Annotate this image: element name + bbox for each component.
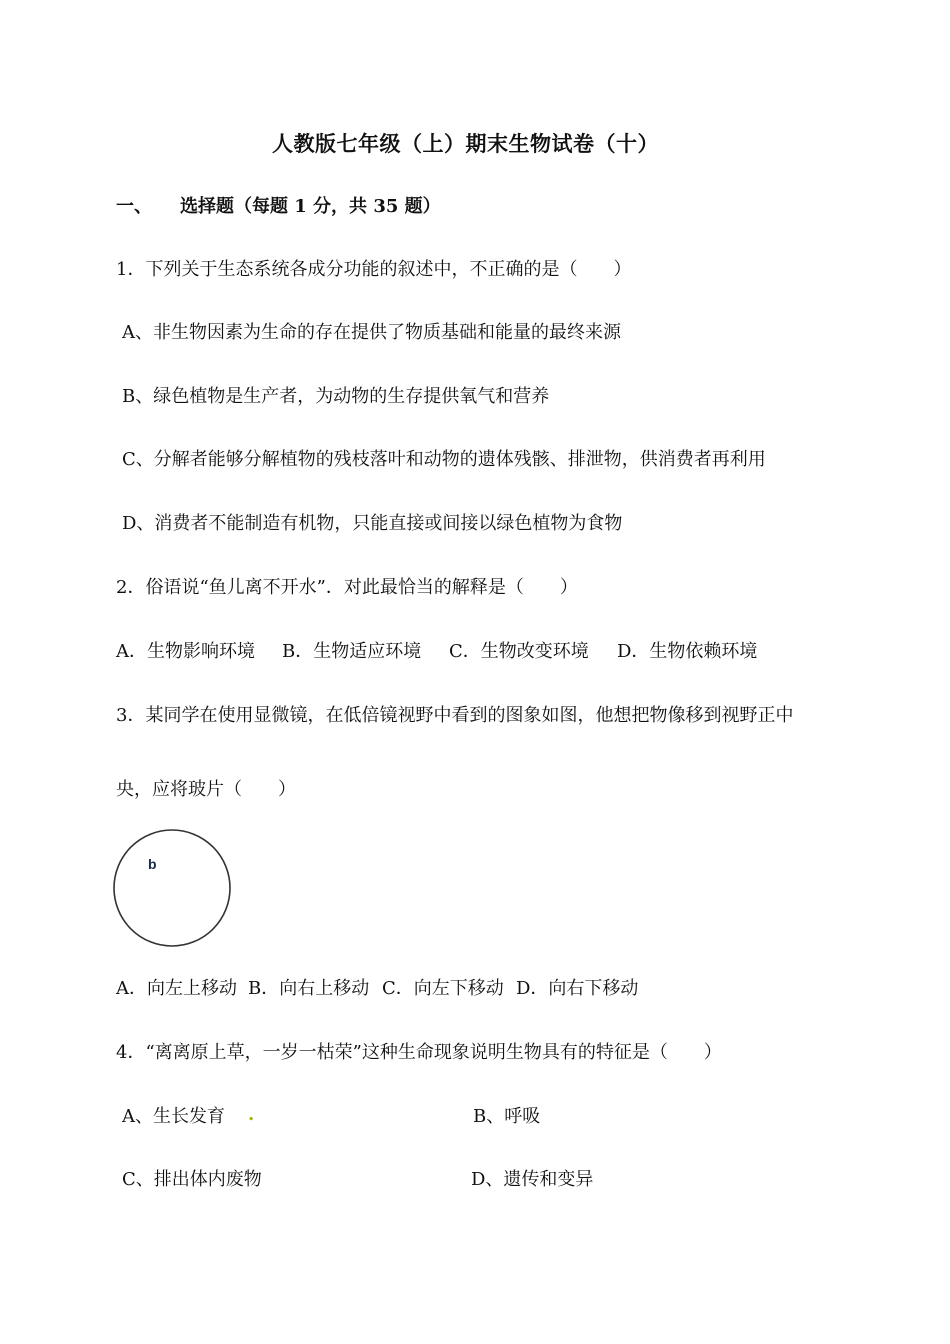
question-4-option-b: B、呼吸: [473, 1106, 541, 1127]
question-3-stem-line1: 3．某同学在使用显微镜，在低倍镜视野中看到的图象如图，他想把物像移到视野正中: [116, 705, 794, 726]
field-of-view-circle: [114, 830, 230, 946]
question-1-option-a: A、非生物因素为生命的存在提供了物质基础和能量的最终来源: [122, 322, 621, 343]
question-1-option-d: D、消费者不能制造有机物，只能直接或间接以绿色植物为食物: [122, 513, 623, 534]
figure-object-label: b: [148, 856, 157, 872]
page-title: 人教版七年级（上）期末生物试卷（十）: [272, 131, 659, 156]
question-1-stem: 1．下列关于生态系统各成分功能的叙述中，不正确的是（ ）: [116, 259, 632, 280]
question-2-option-b: B．生物适应环境: [282, 641, 422, 662]
stray-mark: .: [248, 1104, 255, 1125]
question-2-stem: 2．俗语说“鱼儿离不开水”．对此最恰当的解释是（ ）: [116, 577, 578, 598]
question-2-option-d: D．生物依赖环境: [617, 641, 758, 662]
section-heading: 选择题（每题 1 分，共 35 题）: [180, 196, 441, 217]
question-4-stem: 4．“离离原上草，一岁一枯荣”这种生命现象说明生物具有的特征是（ ）: [116, 1042, 722, 1063]
question-4-option-c: C、排出体内废物: [122, 1169, 262, 1190]
question-3-option-c: C．向左下移动: [382, 978, 504, 999]
question-2-option-c: C．生物改变环境: [449, 641, 589, 662]
question-3-option-a: A．向左上移动: [116, 978, 237, 999]
question-4-option-a: A、生长发育: [122, 1106, 225, 1127]
question-4-option-d: D、遗传和变异: [471, 1169, 594, 1190]
question-3-stem-line2: 央，应将玻片（ ）: [116, 779, 296, 800]
section-number: 一、: [116, 196, 152, 217]
question-1-option-b: B、绿色植物是生产者，为动物的生存提供氧气和营养: [122, 386, 550, 407]
question-3-option-d: D．向右下移动: [516, 978, 639, 999]
question-2-option-a: A．生物影响环境: [116, 641, 255, 662]
question-1-option-c: C、分解者能够分解植物的残枝落叶和动物的遗体残骸、排泄物，供消费者再利用: [122, 449, 766, 470]
question-3-option-b: B．向右上移动: [248, 978, 370, 999]
microscope-field-figure: [112, 826, 236, 950]
